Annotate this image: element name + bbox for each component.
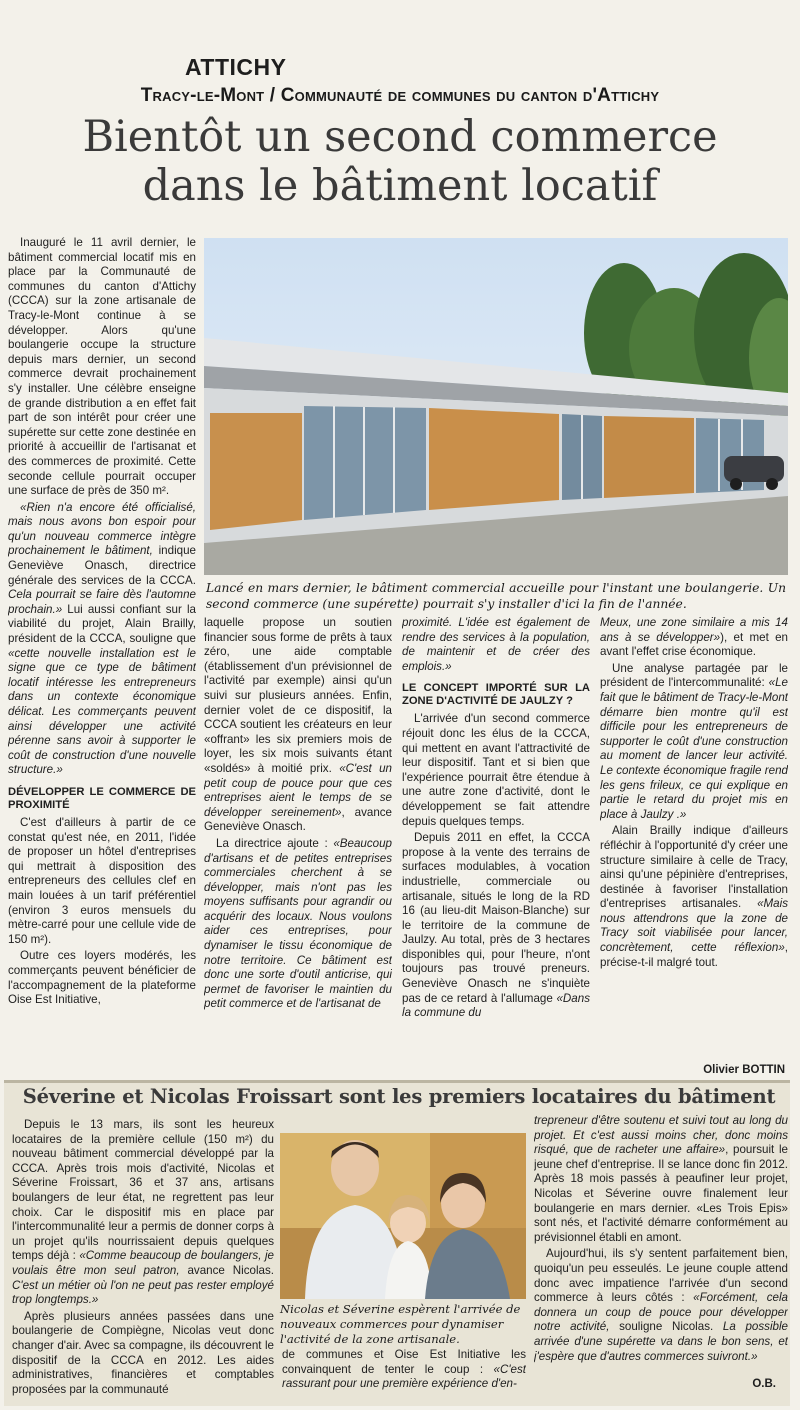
quote: «Beaucoup d'artisans et de petites entreprises commerciales cherchent à se développer, mais n'ont pas les moyens suffisants pour agrandir ou acquérir des locaux. Nous voulons aider ces entreprises, pour dynamiser le tissu économique de notre territoire. Ce bâtiment est donc une sorte d'outil anticrise, qui permet de favoriser le maintien du petit commerce et de l'artisanat de bbox=[204, 836, 392, 1011]
author-initials: O.B. bbox=[752, 1378, 776, 1390]
building-illustration bbox=[204, 238, 788, 575]
paragraph: Inauguré le 11 avril dernier, le bâtiment commercial locatif mis en place par la Communauté de communes du canton d'Attichy (CCCA) sur la zone artisanale de Tracy-le-Mont continue à se développer. Alors qu'une boulangerie occupe la structure depuis mars dernier, un second commerce devrait prochainement s'y installer. Une célèbre enseigne de grande distribution a en effet fait part de son intérêt pour créer une supérette sur cette zone destinée en priorité à accueillir de l'artisanat et des commerces de proximité. Cette seconde cellule pourrait occuper une surface de près de 350 m². bbox=[8, 236, 196, 498]
paragraph: Aujourd'hui, ils s'y sentent parfaitement bien, quoiqu'un peu esseulés. Le jeune couple attend donc avec impatience l'arrivée d'un second commerce à leurs côtés : «Forcément, cela donnera un coup de pouce pour développer notre activité, souligne Nicolas. La possible arrivée d'une supérette va dans le bon sens, et j'espère que d'autres commerces suivront.» bbox=[534, 1247, 788, 1363]
paragraph: de communes et Oise Est Initiative les convainquent de tenter le coup : «C'est rassurant pour une première expérience d'en- bbox=[282, 1348, 526, 1391]
section-heading: DÉVELOPPER LE COMMERCE DE PROXIMITÉ bbox=[8, 785, 196, 811]
article-headline bbox=[0, 113, 800, 211]
paragraph: Une analyse partagée par le président de l'intercommunalité: «Le fait que le bâtiment de Tracy-le-Mont démarre bien montre qu'il est difficile pour les entrepreneurs de supporter le coût d'une construction au moment de lancer leur activité. Le contexte économique fragile rend les gens frileux, ce qui explique en partie le retard du projet mis en place à Jaulzy .» bbox=[600, 661, 788, 821]
paragraph: L'arrivée d'un second commerce réjouit donc les élus de la CCCA, qui mettent en avant l'attractivité de leur dispositif. Tant et si bien que l'expérience pourrait être étendue à une autre zone d'activité, dont le développement se fait attendre depuis quelques temps. bbox=[402, 712, 590, 828]
paragraph: Depuis le 13 mars, ils sont les heureux locataires de la première cellule (150 m²) du nouveau bâtiment commercial développé par la CCCA. Après trois mois d'activité, Nicolas et Séverine Froissart, 36 et 37 ans, artisans boulangers de leur état, ne regrettent pas leur choix. Car le dispositif mis en place par l'intercommunalité leur a permis de donner corps à un projet qu'ils nourrissaient depuis quelques temps déjà : «Comme beaucoup de boulangers, je voulais être mon seul patron, avance Nicolas. C'est un métier où l'on ne peut pas rester employé trop longtemps.» bbox=[12, 1118, 274, 1307]
quote: «Rien n'a encore été officialisé, mais nous avons bon espoir pour qu'un nouveau commerce intègre prochainement le bâtiment, bbox=[8, 500, 196, 558]
quote: trepreneur d'être soutenu et suivi tout au long du projet. Et c'est aussi moins cher, donc moins risqué, que de racheter une affaire» bbox=[534, 1114, 788, 1157]
quote: Meux, une zone similaire a mis 14 ans à se développer» bbox=[600, 616, 788, 644]
paragraph: C'est d'ailleurs à partir de ce constat qu'est née, en 2011, l'idée de proposer un hôtel d'entreprises qui mettrait à disposition des entrepreneurs des cellules clef en main louées à un tarif préférentiel (environ 3 euros mensuels du mètre-carré pour une cellule vide de 150 m²). bbox=[8, 815, 196, 946]
article-column-1 bbox=[8, 236, 196, 1064]
sidebar-top-rule bbox=[4, 1080, 790, 1083]
section-kicker: ATTICHY bbox=[185, 54, 287, 80]
article-column-2 bbox=[204, 616, 392, 1066]
paragraph: trepreneur d'être soutenu et suivi tout au long du projet. Et c'est aussi moins cher, donc moins risqué, que de racheter une affaire», poursuit le jeune chef d'entreprise. Il se lance donc fin 2012. Après 18 mois passés à peaufiner leur projet, Nicolas et Séverine ouvre finalement leur boulangerie en mars dernier. «Les Trois Epis» sont nés, et l'activité démarre conformément au prévisionnel établi en amont. bbox=[534, 1114, 788, 1244]
paragraph: laquelle propose un soutien financier sous forme de prêts à taux zéro, une aide comptable (établissement d'un prévisionnel de l'activité par exemple) ainsi qu'un suivi sur plusieurs années. Enfin, dernier volet de ce dispositif, la CCCA soutient les créateurs en leur «offrant» les six premiers mois de loyer, les six mois suivants étant «soldés» à moitié prix. «C'est un petit coup de pouce pour que ces entreprises aient le temps de se développer sereinement», avance Geneviève Onasch. bbox=[204, 616, 392, 834]
quote: Cela pourrait se faire dès l'automne prochain.» bbox=[8, 588, 196, 616]
article-column-4 bbox=[600, 616, 788, 1062]
quote: «Forcément, cela donnera un coup de pouce pour développer notre activité, bbox=[534, 1291, 788, 1334]
photo-caption: Lancé en mars dernier, le bâtiment commercial accueille pour l'instant une boulangerie. Un second commerce (une supérette) pourrait s'y installer d'ici la fin de l'année. bbox=[206, 581, 786, 611]
paragraph: Alain Brailly indique d'ailleurs réfléchir à l'opportunité d'y créer une structure similaire à celle de Tracy, ainsi qu'une pépinière d'entreprises, destinée à favoriser l'installation d'entreprises artisanales. «Mais nous attendrons que la zone de Tracy soit viabilisée pour lancer, concrètement, cette réflexion», précise-t-il malgré tout. bbox=[600, 824, 788, 969]
paragraph: Outre ces loyers modérés, les commerçants peuvent bénéficier de l'accompagnement de la plateforme Oise Est Initiative, bbox=[8, 949, 196, 1007]
section-heading: LE CONCEPT IMPORTÉ SUR LA ZONE D'ACTIVITÉ DE JAULZY ? bbox=[402, 682, 590, 708]
quote: «cette nouvelle installation est le signe que ce type de bâtiment locatif intéresse les entrepreneurs dans un contexte économique délicat. Les commerçants peuvent ainsi développer une activité pérenne sans avoir à supporter le coût de construction d'une nouvelle structure.» bbox=[8, 646, 196, 777]
sidebar-column-2-bottom bbox=[282, 1348, 526, 1400]
couple-illustration bbox=[280, 1133, 526, 1299]
headline-line-1: Bientôt un second commerce bbox=[82, 112, 718, 162]
paragraph: Depuis 2011 en effet, la CCCA propose à la vente des terrains de surfaces modulables, à vocation industrielle, commerciale ou artisanale, situés le long de la RD 16 (au lieu-dit Maison-Blanche) sur le territoire de la commune de Jaulzy. Au total, près de 3 hectares disponibles qui, pour l'heure, n'ont toujours pas trouvé preneurs. Geneviève Onasch ne s'inquiète pas de ce retard à l'allumage «Dans la commune du bbox=[402, 831, 590, 1020]
quote: proximité. L'idée est également de rendre des services à la population, de maintenir et de créer des emplois.» bbox=[402, 616, 590, 673]
sidebar-column-1 bbox=[12, 1118, 274, 1402]
quote: «C'est un petit coup de pouce pour que ces entreprises aient le temps de se développer sereinement» bbox=[204, 761, 392, 819]
quote: La possible arrivée d'une supérette va dans le bon sens, et j'espère que d'autres commerces suivront.» bbox=[534, 1320, 788, 1363]
quote: «Mais nous attendrons que la zone de Tracy soit viabilisée pour lancer, concrètement, cette réflexion» bbox=[600, 897, 788, 955]
article-subhead: Tracy-le-Mont / Communauté de communes du canton d'Attichy bbox=[140, 85, 660, 106]
quote: «Le fait que le bâtiment de Tracy-le-Mont démarre bien montre qu'il est difficile pour les entrepreneurs de supporter le coût d'une construction au moment de lancer leur activité. Le contexte économique fragile rend les gens frileux, ce qui explique en partie le retard du projet mis en place à Jaulzy .» bbox=[600, 676, 788, 821]
sidebar-column-3 bbox=[534, 1114, 788, 1376]
quote: «Comme beaucoup de boulangers, je voulais être mon seul patron, bbox=[12, 1249, 274, 1277]
quote: «C'est rassurant pour une première expérience d'en- bbox=[282, 1362, 526, 1391]
paragraph: Après plusieurs années passées dans une boulangerie de Compiègne, Nicolas veut donc changer d'air. Avec sa compagne, ils découvrent le dispositif de la CCCA en 2012. Les aides administratives, financières et comptables proposées par la communauté bbox=[12, 1309, 274, 1396]
quote: C'est un métier où l'on ne peut pas rester employé trop longtemps.» bbox=[12, 1278, 274, 1307]
paragraph: Meux, une zone similaire a mis 14 ans à se développer»), et met en avant l'effet crise économique. bbox=[600, 616, 788, 659]
author-byline: Olivier BOTTIN bbox=[703, 1064, 785, 1076]
paragraph: La directrice ajoute : «Beaucoup d'artisans et de petites entreprises commerciales cherchent à se développer, mais n'ont pas les moyens suffisants pour agrandir ou acquérir des locaux. Nous voulons aider ces entreprises, pour dynamiser le tissu économique de notre territoire. Ce bâtiment est donc une sorte d'outil anticrise, qui permet de favoriser le maintien du petit commerce et de l'artisanat de bbox=[204, 836, 392, 1011]
paragraph bbox=[402, 616, 590, 674]
article-column-3 bbox=[402, 616, 590, 1066]
photo-caption: Nicolas et Séverine espèrent l'arrivée de nouveaux commerces pour dynamiser l'activité de la zone artisanale. bbox=[280, 1302, 521, 1346]
sidebar-headline: Séverine et Nicolas Froissart sont les premiers locataires du bâtiment bbox=[22, 1085, 776, 1108]
quote: «Dans la commune du bbox=[402, 991, 590, 1020]
paragraph: «Rien n'a encore été officialisé, mais nous avons bon espoir pour qu'un nouveau commerce intègre prochainement le bâtiment, indique Geneviève Onasch, directrice générale des services de la CCCA. Cela pourrait se faire dès l'automne prochain.» Lui aussi confiant sur la viabilité du projet, Alain Brailly, président de la CCCA, souligne que «cette nouvelle installation est le signe que ce type de bâtiment locatif intéresse les entrepreneurs dans un contexte économique délicat. Les commerçants peuvent ainsi développer une activité pérenne sans avoir à supporter le coût de construction d'une nouvelle structure.» bbox=[8, 500, 196, 777]
couple-photo bbox=[280, 1133, 526, 1299]
building-photo bbox=[204, 238, 788, 575]
headline-line-2: dans le bâtiment locatif bbox=[142, 161, 658, 211]
